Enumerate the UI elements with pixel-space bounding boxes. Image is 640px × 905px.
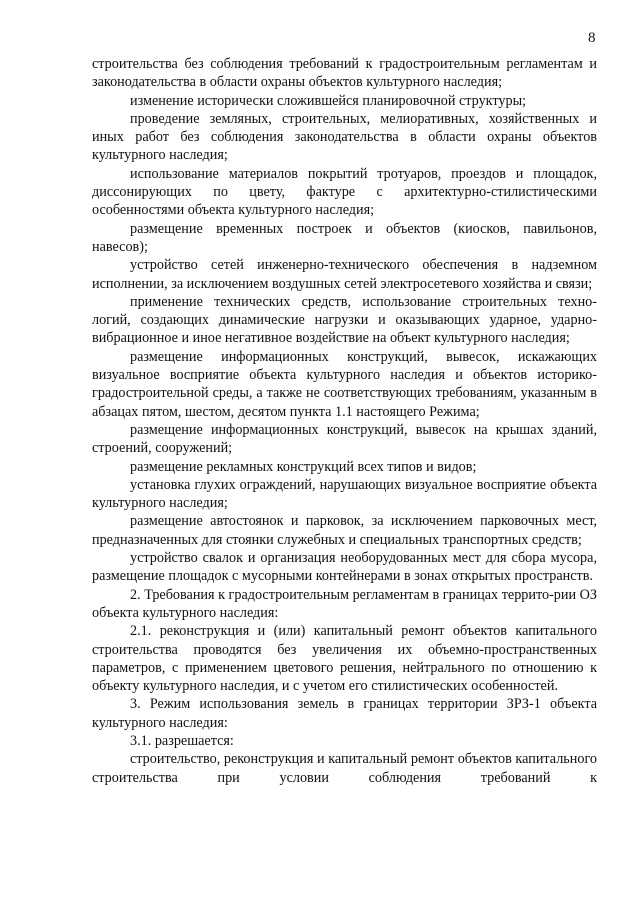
paragraph: применение технических средств, использование строительных техно-логий, создающих динамические нагрузки и оказывающих ударное, ударно-вибрационное и иное негативное воздействие на объект культурного наследия;: [92, 293, 597, 347]
paragraph: проведение земляных, строительных, мелиоративных, хозяйственных и иных работ без соблюдения законодательства в области охраны объектов культурного наследия;: [92, 110, 597, 164]
paragraph: размещение информационных конструкций, вывесок, искажающих визуальное восприятие объекта культурного наследия и объектов историко-градостроительной среды, а также не соответствующих требованиям, указанным в абзацах пятом, шестом, десятом пункта 1.1 настоящего Режима;: [92, 348, 597, 420]
paragraph: 3. Режим использования земель в границах территории ЗРЗ-1 объекта культурного наследия:: [92, 696, 597, 731]
paragraph: использование материалов покрытий тротуаров, проездов и площадок, диссонирующих по цвету, фактуре с архитектурно-стилистическими особенностями объекта культурного наследия;: [92, 165, 597, 219]
paragraph: установка глухих ограждений, нарушающих визуальное восприятие объекта культурного наследия;: [92, 476, 597, 512]
paragraph: устройство свалок и организация необорудованных мест для сбора мусора, размещение площадок с мусорными контейнерами в зонах открытых пространств.: [92, 550, 597, 585]
paragraph: размещение временных построек и объектов (киосков, павильонов, навесов);: [92, 220, 597, 255]
paragraph: 2.1. реконструкция и (или) капитальный ремонт объектов капитального строительства проводятся без увеличения их объемно-пространственных параметров, с применением цветового решения, нейтрального по отношению к объекту культурного наследия, и с учетом его стилистических особенностей.: [92, 623, 597, 695]
paragraph: устройство сетей инженерно-технического обеспечения в надземном исполнении, за исключением воздушных сетей электросетевого хозяйства и связи;: [92, 257, 597, 292]
paragraph: строительство, реконструкция и капитальный ремонт объектов капитального строительства при условии соблюдения требований к: [92, 751, 597, 786]
paragraph: строительства без соблюдения требований к градостроительным регламентам и законодательства в области охраны объектов культурного наследия;: [92, 56, 597, 91]
document-body: [92, 55, 597, 787]
paragraph: размещение рекламных конструкций всех типов и видов;: [130, 458, 477, 475]
paragraph: размещение информационных конструкций, вывесок на крышах зданий, строений, сооружений;: [92, 421, 597, 457]
paragraph: 3.1. разрешается:: [130, 732, 234, 749]
page-number: 8: [588, 30, 596, 46]
paragraph: 2. Требования к градостроительным регламентам в границах террито-рии ОЗ объекта культурного наследия:: [92, 586, 597, 621]
paragraph: изменение исторически сложившейся планировочной структуры;: [130, 92, 527, 109]
paragraph: размещение автостоянок и парковок, за исключением парковочных мест, предназначенных для стоянки служебных и специальных транспортных средств;: [92, 513, 597, 548]
